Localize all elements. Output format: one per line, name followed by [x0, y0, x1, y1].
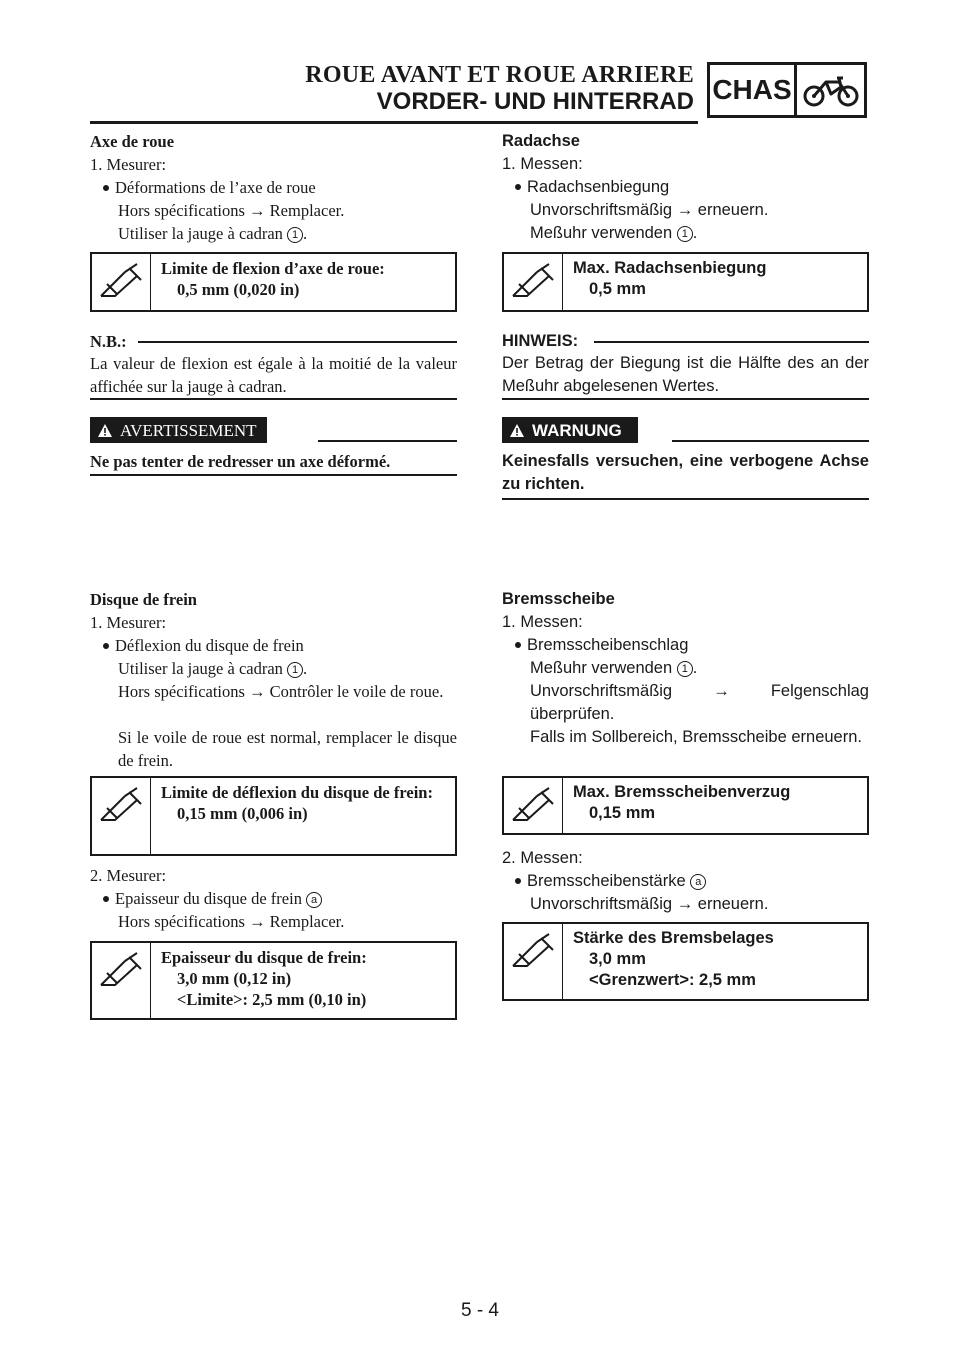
nb-end-rule — [90, 398, 457, 400]
disc-bullet-2: Epaisseur du disque de frein a — [90, 887, 322, 910]
disc-thickness-out-of-spec: Hors spécifications → Remplacer. — [118, 912, 345, 931]
disc-thickness-spec-box — [90, 941, 457, 1020]
warning-icon — [510, 424, 524, 437]
bullet-dot — [103, 896, 109, 902]
disc-dial-gauge-note: Utiliser la jauge à cadran 1 . — [118, 659, 308, 678]
title-french: ROUE AVANT ET ROUE ARRIERE — [305, 62, 694, 88]
axle-step-1: 1. Mesurer: — [90, 155, 167, 174]
axle-heading: Radachse — [502, 132, 580, 150]
axle-spec-label: Limite de flexion d’axe de roue: — [161, 259, 385, 278]
axle-step-1: 1. Messen: — [502, 155, 583, 173]
axle-spec-box — [502, 252, 869, 312]
disc-replace-note: Si le voile de roue est normal, remplacer le disque de frein. — [118, 728, 457, 770]
warning-title: WARNUNG — [532, 420, 622, 440]
disc-step-2: 2. Messen: — [502, 849, 583, 867]
axle-dial-gauge-note: Meßuhr verwenden 1 . — [530, 224, 698, 242]
disc-thickness-spec-value: 3,0 mm — [589, 950, 646, 968]
warning-badge — [502, 417, 638, 443]
warning-icon — [98, 424, 112, 437]
wrench-icon — [92, 254, 151, 310]
nb-text: Der Betrag der Biegung ist die Hälfte des an der Meßuhr abgelesenen Wertes. — [502, 354, 869, 395]
wrench-icon — [92, 943, 151, 1018]
disc-thickness-spec-limit: <Grenzwert>: 2,5 mm — [589, 971, 756, 989]
ref-marker: a — [690, 874, 706, 890]
disc-deflection-spec-value: 0,15 mm — [589, 804, 656, 822]
nb-end-rule — [502, 398, 869, 400]
disc-step-1: 1. Messen: — [502, 613, 583, 631]
warning-end-rule — [502, 498, 869, 500]
wrench-icon — [92, 778, 151, 854]
ref-marker: 1 — [287, 227, 303, 243]
nb-text: La valeur de flexion est égale à la moitié de la valeur affichée sur la jauge à cadran. — [90, 354, 457, 396]
disc-replace-note: Falls im Sollbereich, Bremsscheibe erneuern. — [530, 728, 862, 746]
axle-bullet: Déformations de l’axe de roue — [90, 176, 316, 199]
axle-out-of-spec: Hors spécifications → Remplacer. — [118, 201, 345, 220]
axle-spec-box — [90, 252, 457, 312]
axle-bullet: Radachsenbiegung — [502, 176, 669, 199]
disc-heading: Bremsscheibe — [502, 590, 615, 608]
axle-spec-label: Max. Radachsenbiegung — [573, 259, 767, 277]
bullet-dot — [103, 185, 109, 191]
disc-deflection-spec-box — [90, 776, 457, 856]
wrench-icon — [504, 778, 563, 833]
warning-rule — [672, 440, 869, 442]
disc-thickness-out-of-spec: Unvorschriftsmäßig → erneuern. — [530, 895, 769, 913]
axle-dial-gauge-note: Utiliser la jauge à cadran 1 . — [118, 224, 308, 243]
header-rule — [90, 121, 698, 124]
disc-deflection-spec-text — [151, 778, 455, 854]
nb-rule — [594, 341, 869, 343]
axle-out-of-spec: Unvorschriftsmäßig → erneuern. — [530, 201, 769, 219]
disc-thickness-spec-label: Epaisseur du disque de frein: — [161, 948, 367, 967]
disc-step-1: 1. Mesurer: — [90, 613, 167, 632]
disc-deflection-spec-text — [563, 778, 867, 833]
disc-thickness-spec-value: 3,0 mm (0,12 in) — [177, 969, 292, 988]
bullet-dot — [515, 184, 521, 190]
warning-text: Keinesfalls versuchen, eine verbogene Achse zu richten. — [502, 452, 869, 493]
ref-marker: 1 — [677, 226, 693, 242]
page-number: 5 - 4 — [460, 1300, 500, 1321]
wrench-icon — [504, 924, 563, 999]
disc-bullet-1: Bremsscheibenschlag — [502, 634, 688, 657]
disc-thickness-spec-box — [502, 922, 869, 1001]
axle-spec-value: 0,5 mm — [589, 280, 646, 298]
disc-thickness-spec-label: Stärke des Bremsbelages — [573, 929, 774, 947]
section-tag: CHAS — [710, 65, 797, 115]
warning-badge — [90, 417, 267, 443]
disc-out-of-spec: Unvorschriftsmäßig → Felgenschlag überprüfen. — [530, 682, 869, 723]
disc-thickness-spec-limit: <Limite>: 2,5 mm (0,10 in) — [177, 990, 367, 1009]
disc-step-2: 2. Mesurer: — [90, 866, 167, 885]
title-german: VORDER- UND HINTERRAD — [376, 88, 694, 115]
bullet-dot — [515, 878, 521, 884]
ref-marker: 1 — [287, 662, 303, 678]
ref-marker: a — [306, 892, 322, 908]
nb-title: HINWEIS: — [502, 332, 579, 350]
axle-spec-value: 0,5 mm (0,020 in) — [177, 280, 300, 299]
nb-rule — [138, 341, 457, 343]
disc-heading: Disque de frein — [90, 590, 197, 609]
warning-rule — [318, 440, 457, 442]
disc-deflection-spec-value: 0,15 mm (0,006 in) — [177, 804, 308, 823]
warning-end-rule — [90, 474, 457, 476]
warning-text: Ne pas tenter de redresser un axe déformé. — [90, 452, 391, 471]
axle-spec-text — [563, 254, 867, 310]
axle-heading: Axe de roue — [90, 132, 175, 151]
ref-marker: 1 — [677, 661, 693, 677]
bullet-dot — [103, 643, 109, 649]
disc-bullet-2: Bremsscheibenstärke a — [502, 870, 706, 893]
disc-deflection-spec-box — [502, 776, 869, 835]
disc-dial-gauge-note: Meßuhr verwenden 1 . — [530, 659, 698, 677]
disc-deflection-spec-label: Limite de déflexion du disque de frein: — [161, 783, 433, 802]
nb-title: N.B.: — [90, 332, 127, 351]
bullet-dot — [515, 642, 521, 648]
axle-spec-text — [151, 254, 455, 310]
warning-title: AVERTISSEMENT — [120, 420, 257, 440]
motorcycle-icon — [797, 65, 864, 115]
disc-out-of-spec: Hors spécifications → Contrôler le voile de roue. — [118, 682, 444, 701]
disc-thickness-spec-text — [151, 943, 455, 1018]
wrench-icon — [504, 254, 563, 310]
disc-deflection-spec-label: Max. Bremsscheibenverzug — [573, 783, 791, 801]
disc-bullet-1: Déflexion du disque de frein — [90, 634, 304, 657]
section-tag-box — [707, 62, 867, 118]
disc-thickness-spec-text — [563, 924, 867, 999]
